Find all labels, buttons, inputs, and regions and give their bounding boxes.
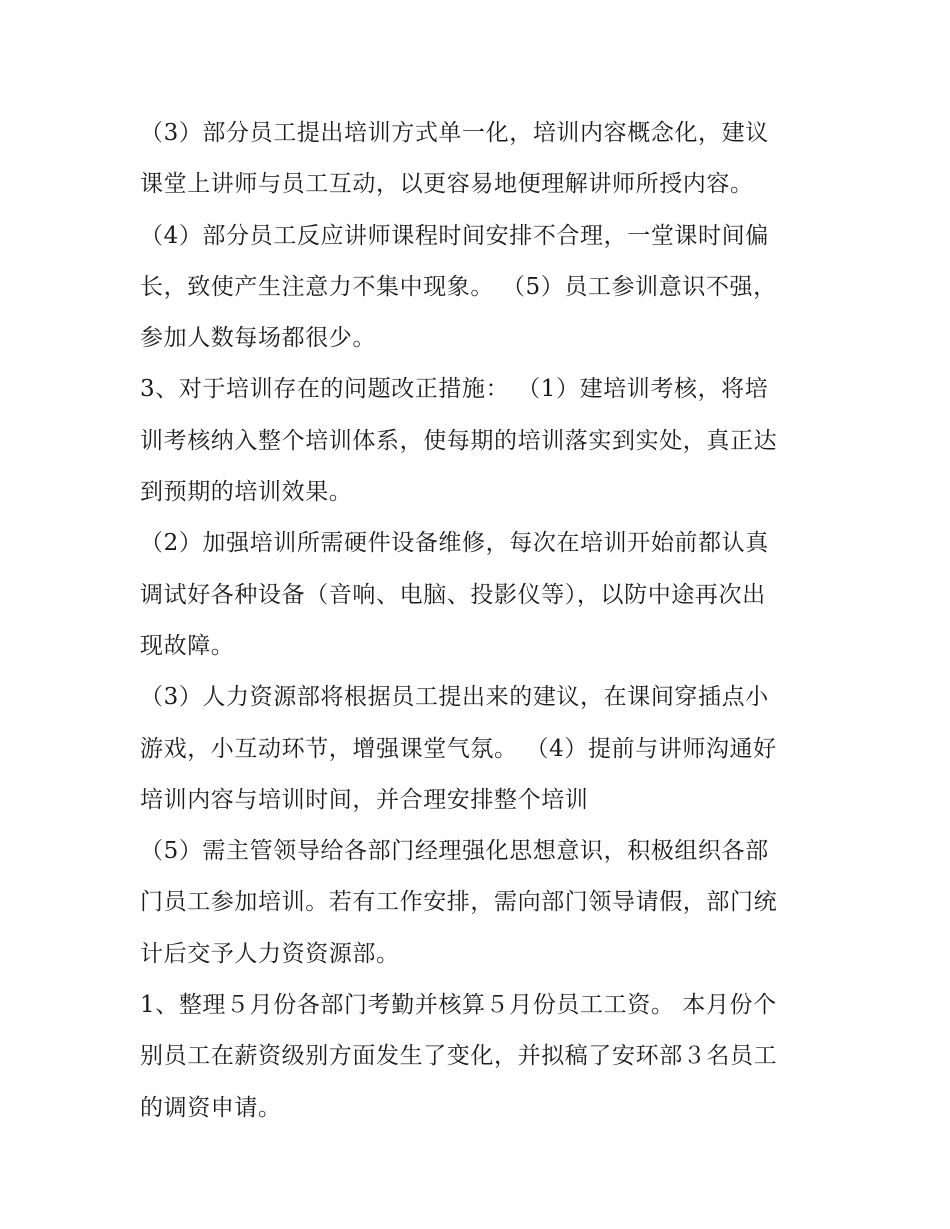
text-line: 培训内容与培训时间，并合理安排整个培训 [140,786,589,813]
text-line: （4）部分员工反应讲师课程时间安排不合理，一堂课时间偏 [140,222,769,249]
text-line: 的调资申请。 [140,1094,282,1121]
text-line: （5）需主管领导给各部门经理强化思想意识，积极组织各部 [140,838,769,865]
text-line: （3）人力资源部将根据员工提出来的建议，在课间穿插点小 [140,684,769,711]
document-body [140,108,820,1134]
text-line: （3）部分员工提出培训方式单一化，培训内容概念化，建议 [140,120,769,146]
text-line: 课堂上讲师与员工互动，以更容易地便理解讲师所授内容。 [140,171,754,198]
text-line: 游戏，小互动环节，增强课堂气氛。 （4）提前与讲师沟通好 [140,735,777,762]
text-line: 长，致使产生注意力不集中现象。 （5）员工参训意识不强， [140,273,777,300]
text-line: 计后交予人力资资源部。 [140,940,400,967]
text-line: 参加人数每场都很少。 [140,325,376,352]
text-line: 别员工在薪资级别方面发生了变化，并拟稿了安环部３名员工 [140,1043,778,1070]
text-line: 1、整理５月份各部门考勤并核算５月份员工工资。 本月份个 [140,992,777,1019]
text-line: 现故障。 [140,632,235,659]
text-line: 3、对于培训存在的问题改正措施： （1）建培训考核，将培 [140,376,769,403]
text-line: 门员工参加培训。若有工作安排，需向部门领导请假，部门统 [140,889,778,916]
text-line: 到预期的培训效果。 [140,479,353,506]
text-line: 调试好各种设备（音响、电脑、投影仪等），以防中途再次出 [140,581,766,608]
text-line: （2）加强培训所需硬件设备维修，每次在培训开始前都认真 [140,530,769,557]
text-line: 训考核纳入整个培训体系，使每期的培训落实到实处，真正达 [140,427,778,454]
